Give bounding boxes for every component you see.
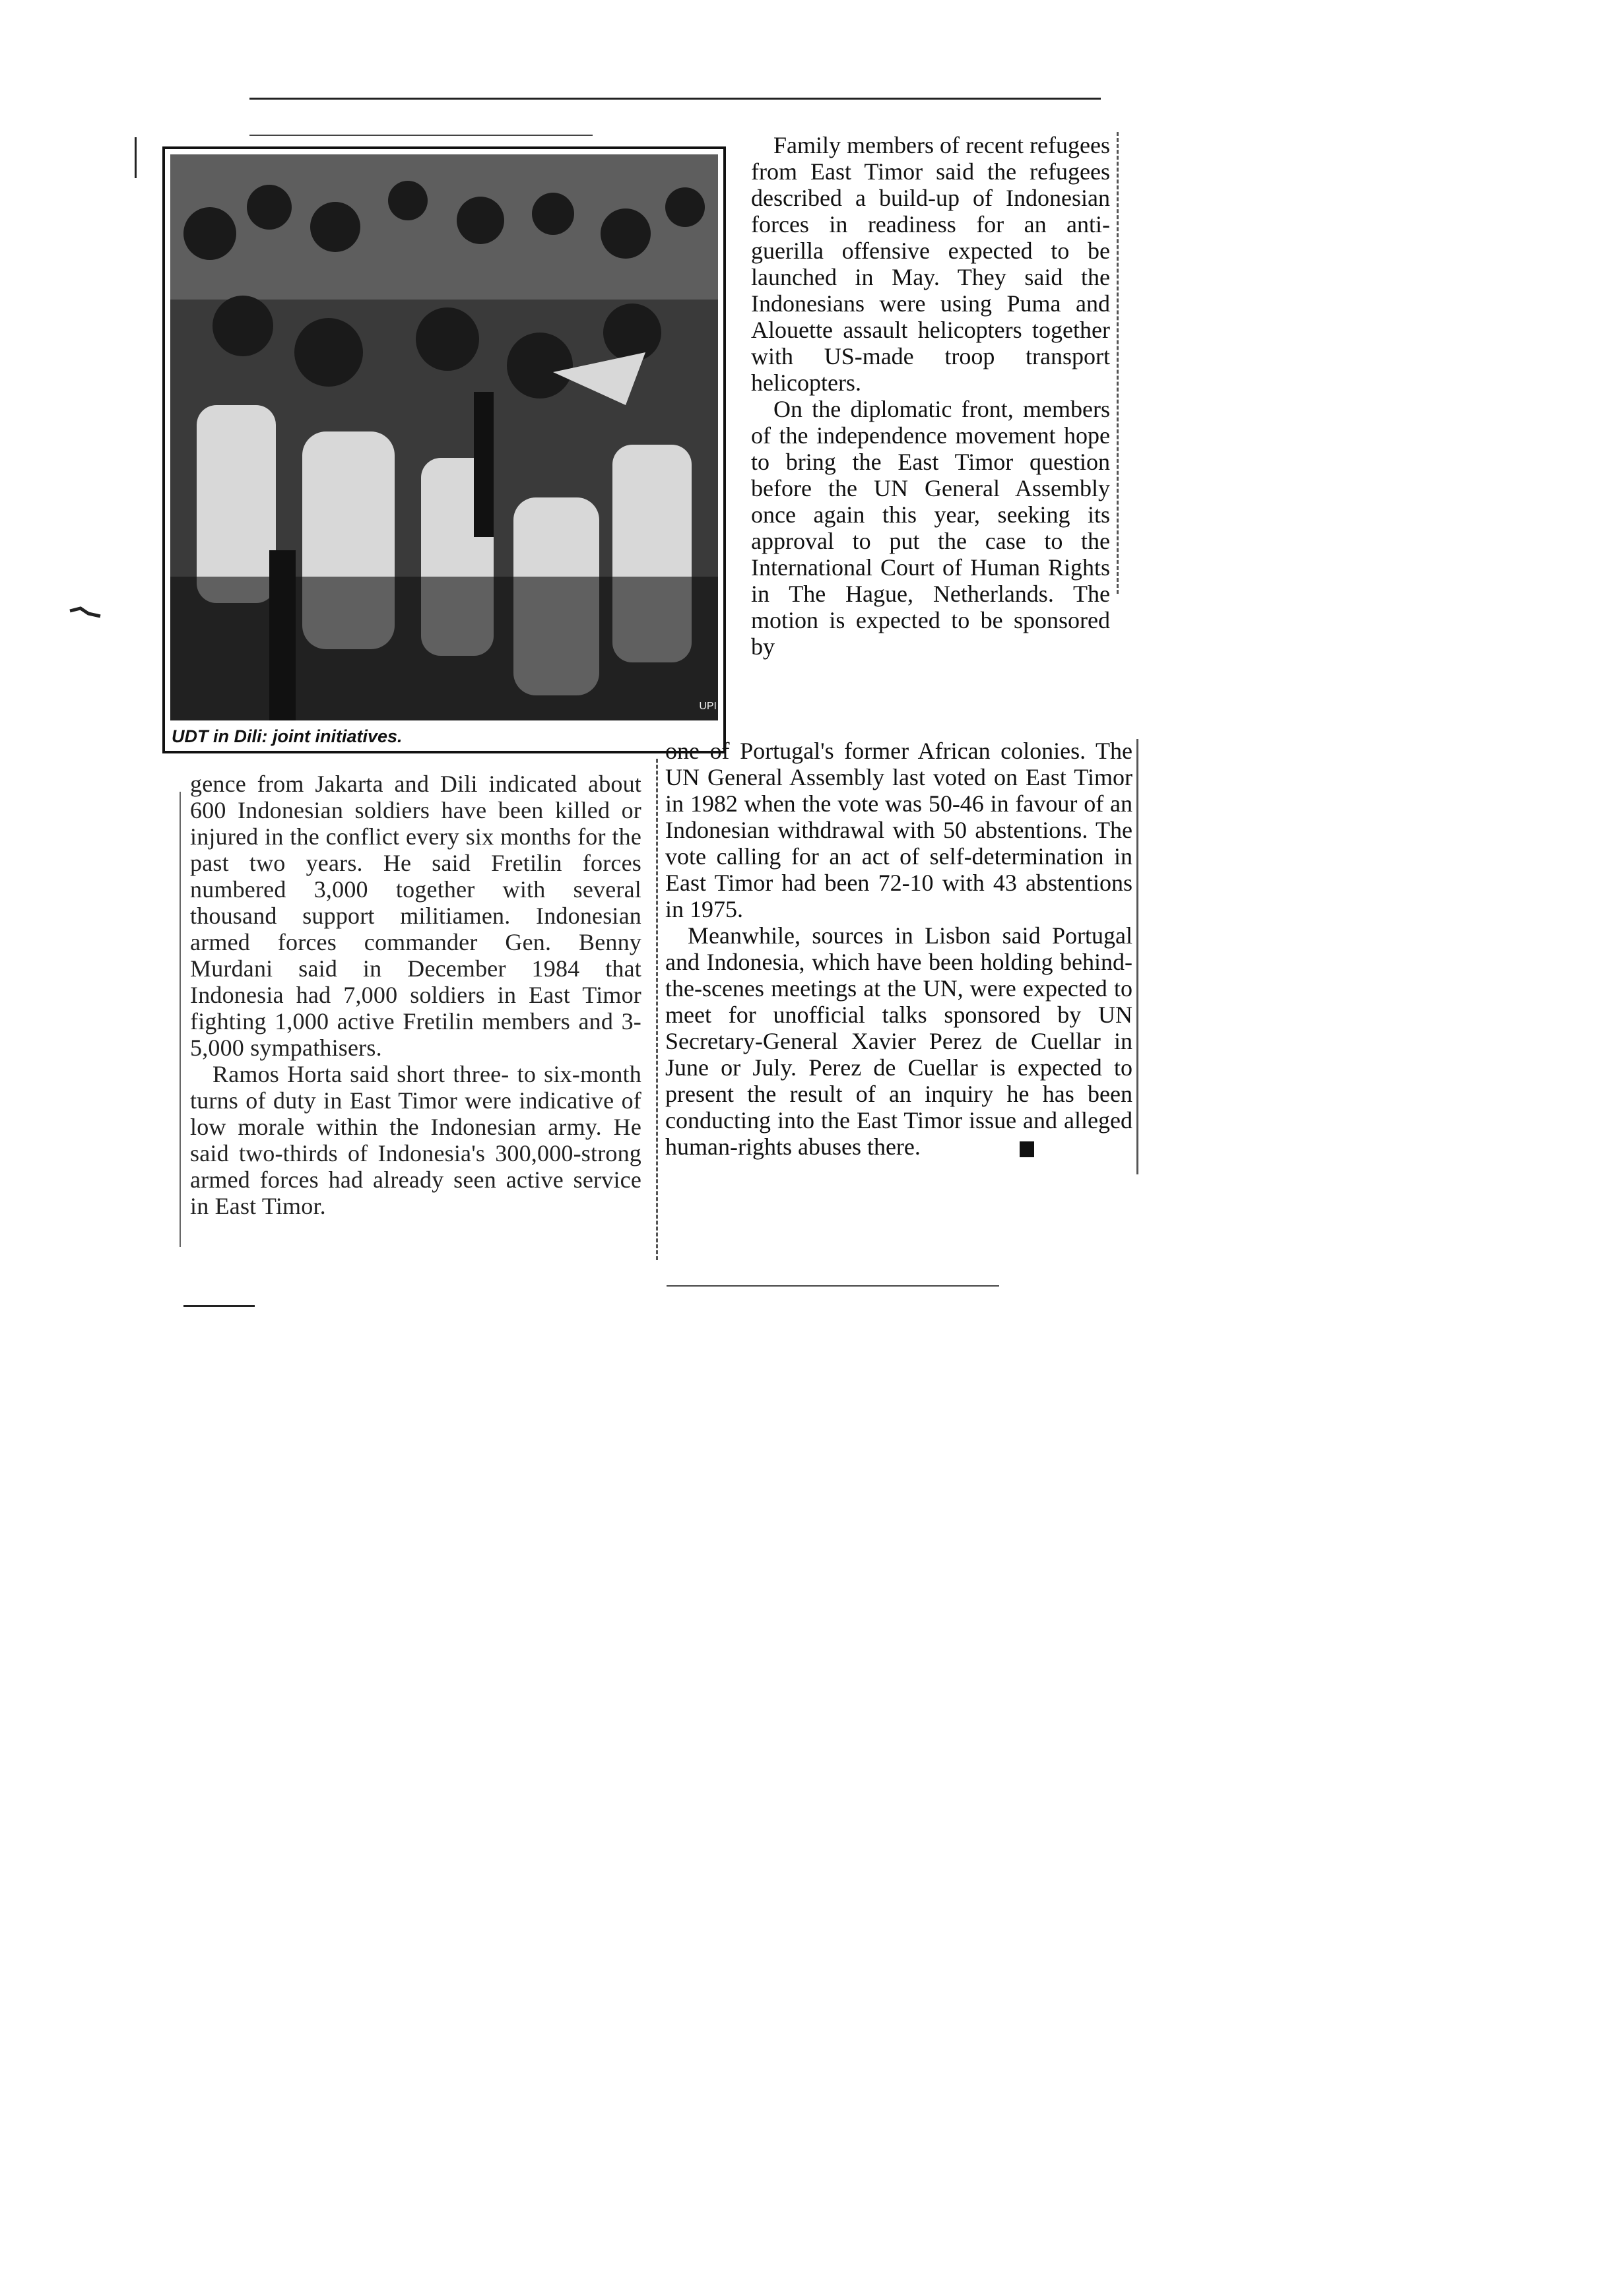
article-column-left xyxy=(190,771,641,1219)
article-paragraph: one of Portugal's former African colonies. The UN General Assembly last voted on East Timor in 1982 when the vote was 50-46 in favour of an Indonesian withdrawal with 50 abstentions. The vote calling for an act of self-determination in East Timor had been 72-10 with 43 abstentions in 1975. xyxy=(665,738,1132,922)
article-paragraph: Family members of recent refugees from East Timor said the refugees described a build-up of Indonesian forces in readiness for an anti-guerilla offensive expected to be launched in May. They said the Indonesians were using Puma and Alouette assault helicopters together with US-made troop transport helicopters. xyxy=(751,132,1110,396)
article-paragraph: gence from Jakarta and Dili indicated about 600 Indonesian soldiers have been killed or injured in the conflict every six months for the past two years. He said Fretilin forces numbered 3,000 together with several thousand support militiamen. Indonesian armed forces commander Gen. Benny Murdani said in December 1984 that Indonesia had 7,000 soldiers in East Timor fighting 1,000 active Fretilin members and 3-5,000 sympathisers. xyxy=(190,771,641,1061)
photo-credit: UPI xyxy=(699,701,717,712)
bottom-rule xyxy=(667,1285,999,1287)
left-margin-rule xyxy=(135,137,137,178)
crowd-photo xyxy=(170,154,718,720)
top-rule xyxy=(249,98,1101,100)
article-column-right xyxy=(751,132,1110,660)
bottom-rule-left xyxy=(183,1305,255,1307)
crowd-photo-image xyxy=(170,154,718,720)
article-paragraph: On the diplomatic front, members of the independence movement hope to bring the East Timor question before the UN General Assembly once again this year, seeking its approval to put the case to the International Court of Human Rights in The Hague, Netherlands. The motion is expected to be sponsored by xyxy=(751,396,1110,660)
top-rule-thin xyxy=(249,135,593,136)
article-column-middle xyxy=(665,738,1132,1160)
photo-frame xyxy=(162,146,726,753)
article-paragraph xyxy=(665,922,1132,1160)
scan-mark xyxy=(69,602,108,622)
left-column-rule xyxy=(180,792,181,1247)
column-divider xyxy=(656,759,658,1260)
article-paragraph: Ramos Horta said short three- to six-month turns of duty in East Timor were indicative of low morale within the Indonesian army. He said two-thirds of Indonesia's 300,000-strong armed forces had already seen active service in East Timor. xyxy=(190,1061,641,1219)
right-edge-rule-lower xyxy=(1136,739,1138,1174)
article-paragraph-text: Meanwhile, sources in Lisbon said Portugal and Indonesia, which have been holding behind-the-scenes meetings at the UN, were expected to meet for unofficial talks sponsored by UN Secretary-General Xavier Perez de Cuellar in June or July. Perez de Cuellar is expected to present the result of an inquiry he has been conducting into the East Timor issue and alleged human-rights abuses there. xyxy=(665,922,1132,1160)
right-edge-rule xyxy=(1117,132,1119,594)
photo-caption: UDT in Dili: joint initiatives. xyxy=(172,726,403,746)
end-of-article-mark: R xyxy=(1020,1141,1034,1157)
